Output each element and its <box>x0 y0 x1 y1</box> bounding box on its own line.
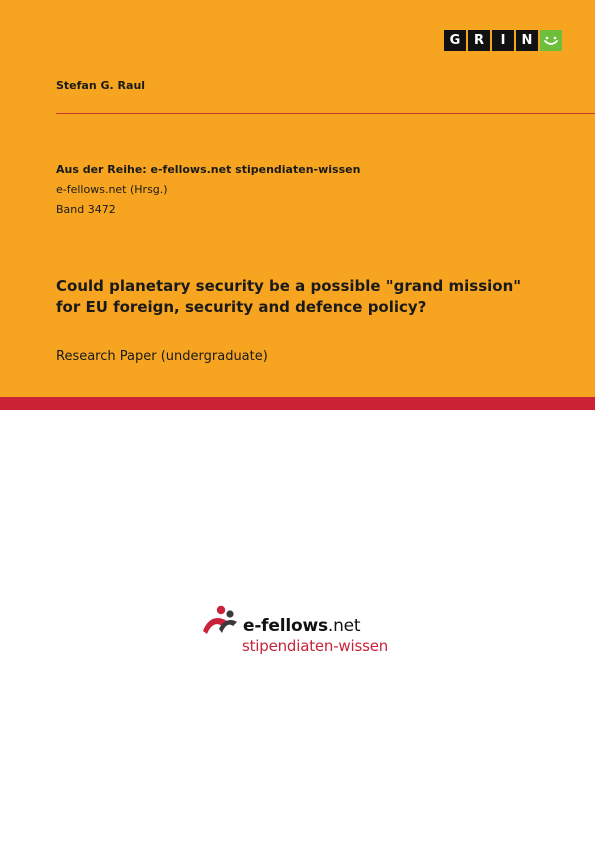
efellows-logo <box>200 605 400 655</box>
grin-letter-i: I <box>492 30 514 51</box>
efellows-wordmark-suffix: .net <box>327 616 361 636</box>
title-line-2: for EU foreign, security and defence policy? <box>56 298 427 316</box>
efellows-tagline: stipendiaten-wissen <box>242 637 389 655</box>
grin-letter-n: N <box>516 30 538 51</box>
title-line-1: Could planetary security be a possible "grand mission" <box>56 277 522 295</box>
cover-red-band <box>0 397 595 410</box>
smile-icon <box>540 30 562 51</box>
series-editor: e-fellows.net (Hrsg.) <box>56 183 168 196</box>
grin-letter-g: G <box>444 30 466 51</box>
author-name: Stefan G. Raul <box>56 79 146 92</box>
document-title <box>56 276 556 318</box>
grin-logo <box>444 30 562 51</box>
efellows-wordmark-bold: e-fellows <box>243 616 328 636</box>
efellows-wordmark <box>243 616 360 636</box>
series-volume: Band 3472 <box>56 203 116 216</box>
series-label: Aus der Reihe: e-fellows.net stipendiaten-wissen <box>56 163 361 176</box>
efellows-figures-icon <box>200 605 240 637</box>
grin-letter-r: R <box>468 30 490 51</box>
divider-rule <box>56 113 595 114</box>
cover-top-area <box>0 0 595 397</box>
document-type: Research Paper (undergraduate) <box>56 349 268 364</box>
